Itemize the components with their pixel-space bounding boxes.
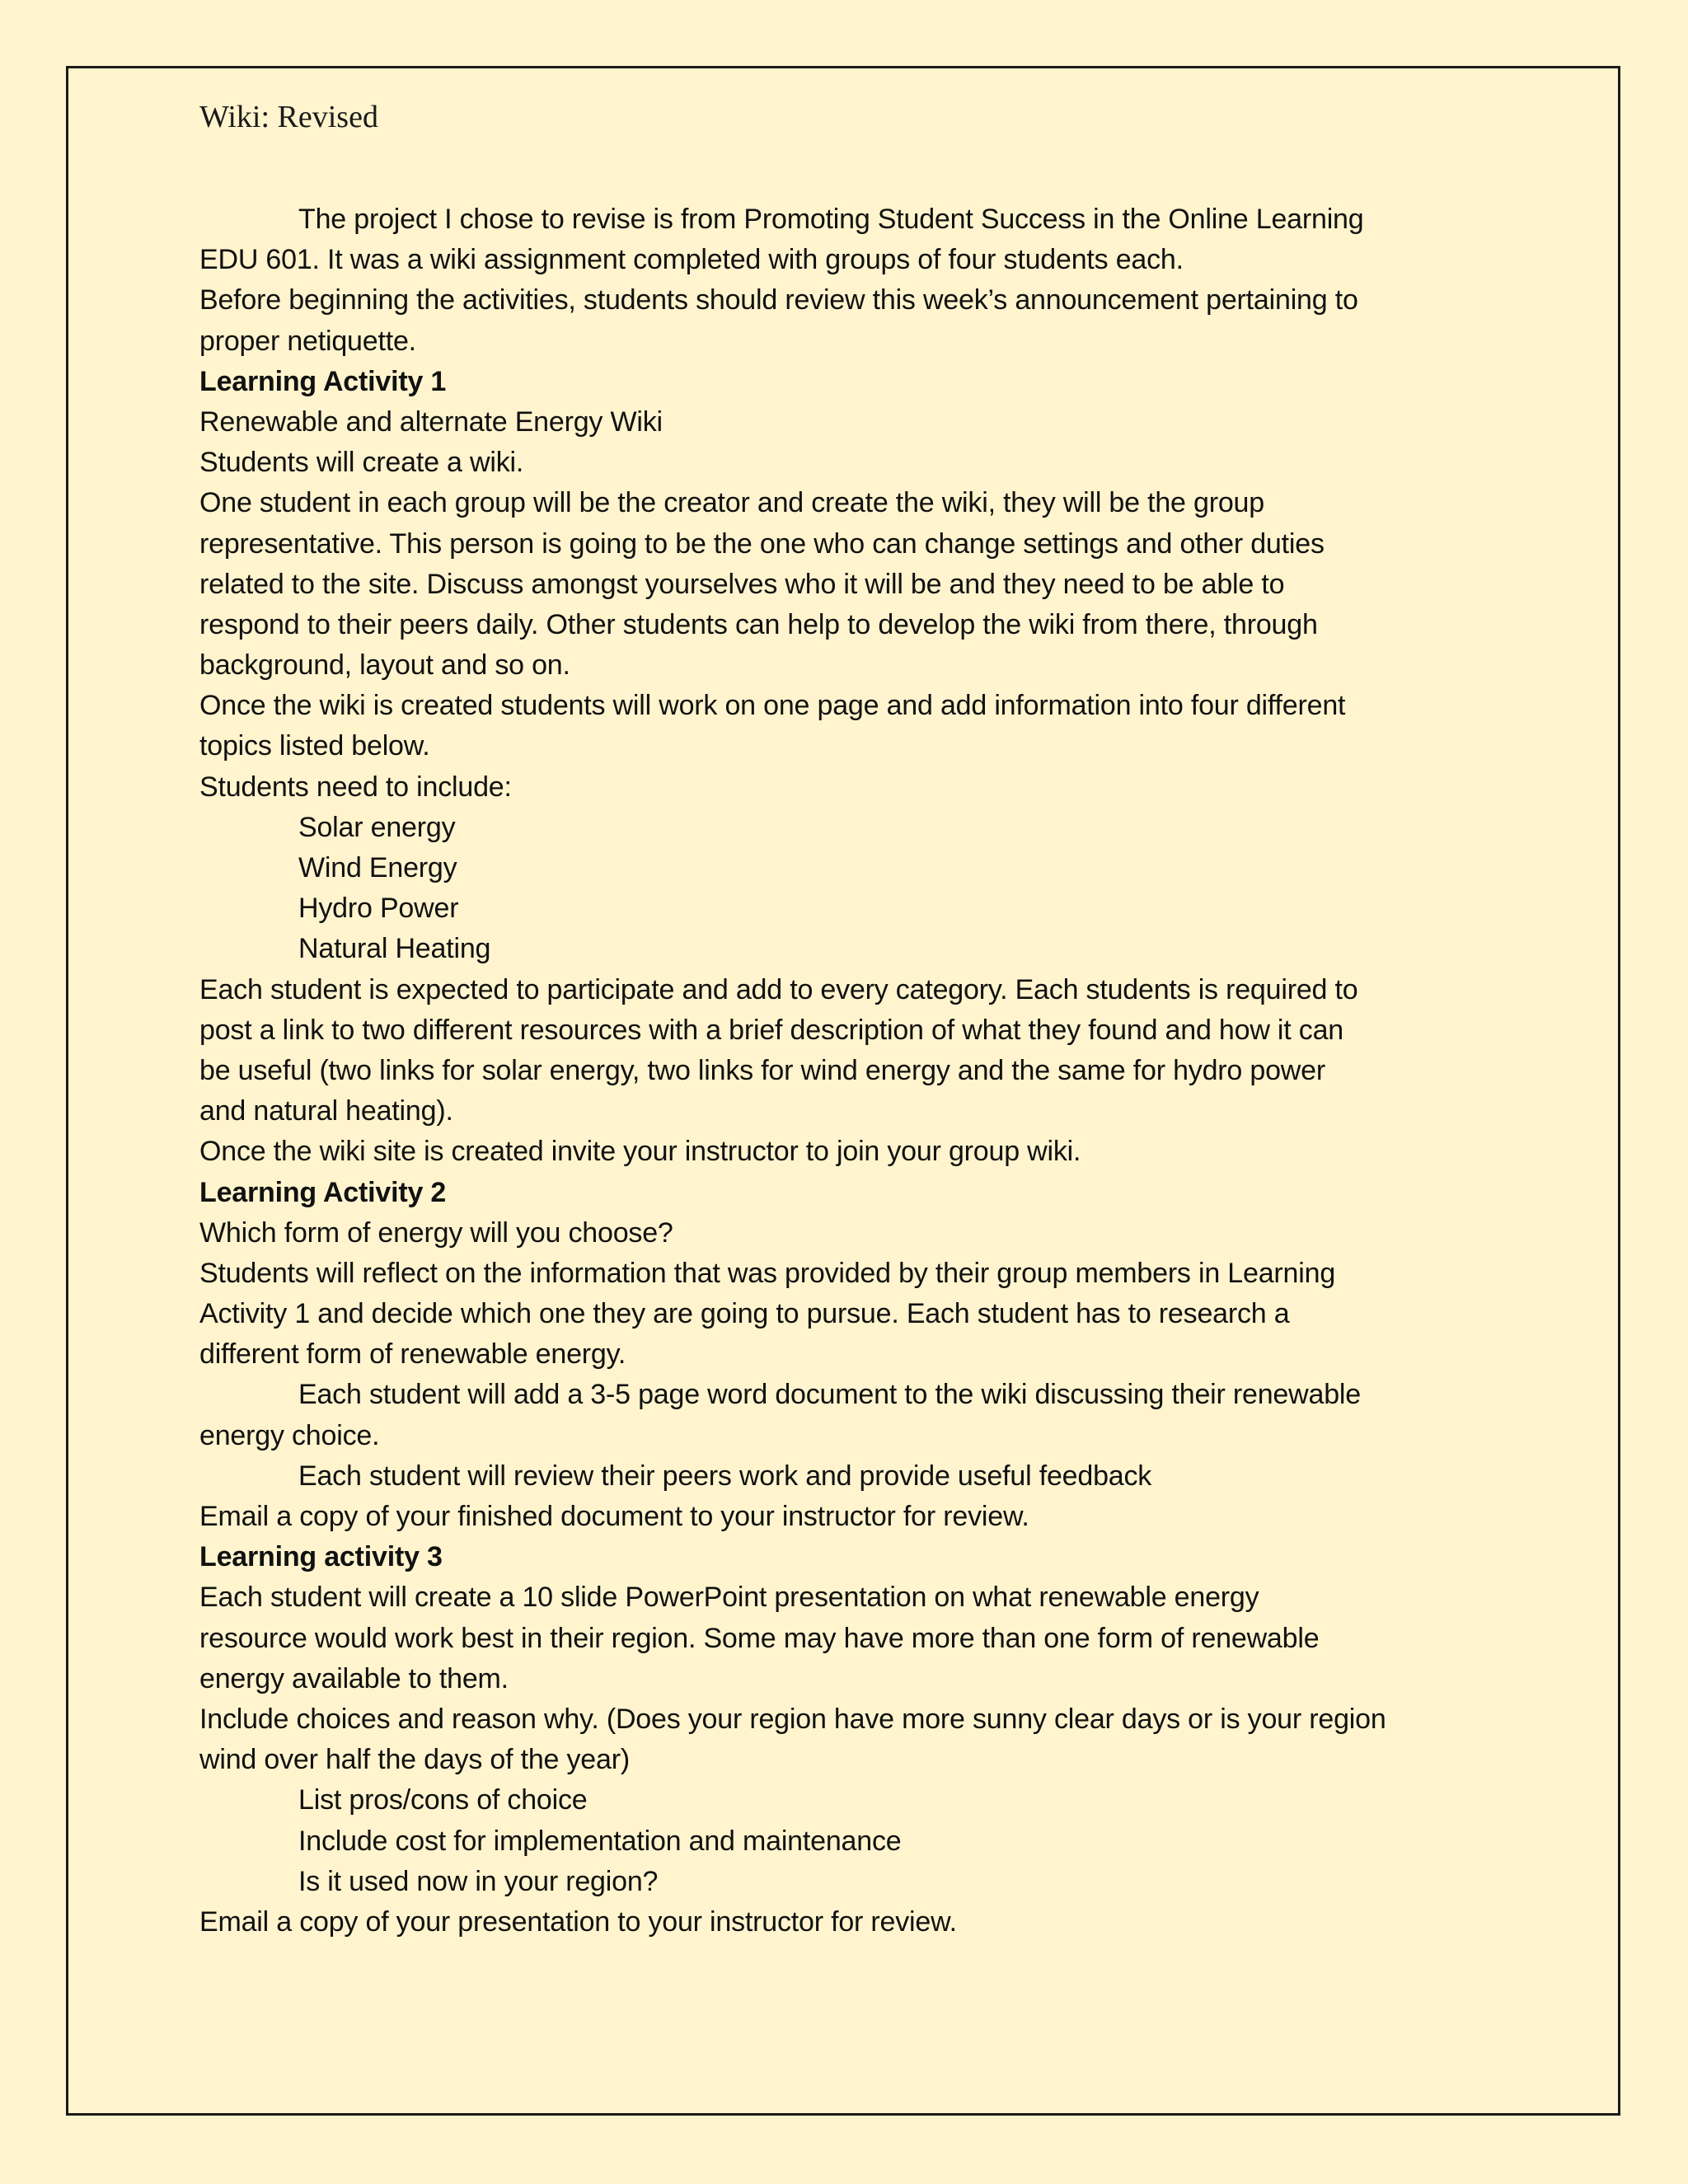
- body-text-line: Include choices and reason why. (Does your region have more sunny clear days or is your region: [199, 1703, 1386, 1735]
- body-text-line: topics listed below.: [199, 730, 430, 762]
- body-text-line: Include cost for implementation and maintenance: [298, 1825, 902, 1857]
- body-text-line: Is it used now in your region?: [298, 1865, 659, 1897]
- body-text-line: Each student will add a 3-5 page word document to the wiki discussing their renewable: [298, 1379, 1361, 1411]
- body-text-line: Once the wiki is created students will work on one page and add information into four different: [199, 690, 1346, 722]
- body-text-line: Students will reflect on the information that was provided by their group members in Learning: [199, 1257, 1336, 1289]
- body-text-line: and natural heating).: [199, 1095, 453, 1127]
- body-text-line: respond to their peers daily. Other students can help to develop the wiki from there, through: [199, 608, 1318, 640]
- body-text-line: be useful (two links for solar energy, two links for wind energy and the same for hydro power: [199, 1054, 1325, 1086]
- body-text-line: Hydro Power: [298, 893, 459, 925]
- body-text-line: wind over half the days of the year): [199, 1744, 630, 1776]
- page-title: Wiki: Revised: [199, 100, 378, 134]
- body-text-line: post a link to two different resources with a brief description of what they found and how it can: [199, 1014, 1343, 1046]
- body-text-line: Each student is expected to participate and add to every category. Each students is required to: [199, 973, 1358, 1005]
- body-text-line: proper netiquette.: [199, 325, 416, 357]
- body-text-line: background, layout and so on.: [199, 649, 570, 682]
- body-text-line: energy available to them.: [199, 1662, 509, 1694]
- body-text-line: resource would work best in their region. Some may have more than one form of renewable: [199, 1622, 1320, 1654]
- body-text-line: Natural Heating: [298, 933, 491, 965]
- body-text-line: Once the wiki site is created invite your instructor to join your group wiki.: [199, 1136, 1081, 1168]
- body-text-line: One student in each group will be the creator and create the wiki, they will be the group: [199, 487, 1264, 519]
- body-text-line: Students need to include:: [199, 771, 512, 803]
- body-text-line: representative. This person is going to be the one who can change settings and other duties: [199, 527, 1325, 560]
- body-text-line: different form of renewable energy.: [199, 1338, 626, 1371]
- body-text-line: List pros/cons of choice: [298, 1784, 588, 1816]
- body-text-line: Email a copy of your finished document to your instructor for review.: [199, 1501, 1029, 1532]
- body-text-line: Email a copy of your presentation to your instructor for review.: [199, 1905, 957, 1938]
- section-heading: Learning Activity 2: [199, 1176, 447, 1208]
- body-text-line: Which form of energy will you choose?: [199, 1216, 673, 1249]
- body-text-line: Each student will review their peers work and provide useful feedback: [298, 1460, 1152, 1492]
- body-text-line: Students will create a wiki.: [199, 447, 524, 479]
- body-text-line: related to the site. Discuss amongst yourselves who it will be and they need to be able to: [199, 568, 1285, 600]
- body-text-line: Each student will create a 10 slide PowerPoint presentation on what renewable energy: [199, 1582, 1259, 1614]
- body-text-line: The project I chose to revise is from Promoting Student Success in the Online Learning: [298, 204, 1364, 235]
- body-text-line: Activity 1 and decide which one they are going to pursue. Each student has to research a: [199, 1298, 1290, 1330]
- document-body: [199, 199, 1502, 1943]
- body-text-line: energy choice.: [199, 1419, 380, 1451]
- body-text-line: Wind Energy: [298, 852, 457, 883]
- body-text-line: Solar energy: [298, 811, 456, 843]
- section-heading: Learning activity 3: [199, 1541, 443, 1573]
- body-text-line: Before beginning the activities, students should review this week’s announcement pertaining to: [199, 284, 1358, 316]
- body-text-line: Renewable and alternate Energy Wiki: [199, 405, 663, 438]
- body-text-line: EDU 601. It was a wiki assignment completed with groups of four students each.: [199, 244, 1184, 276]
- section-heading: Learning Activity 1: [199, 365, 447, 397]
